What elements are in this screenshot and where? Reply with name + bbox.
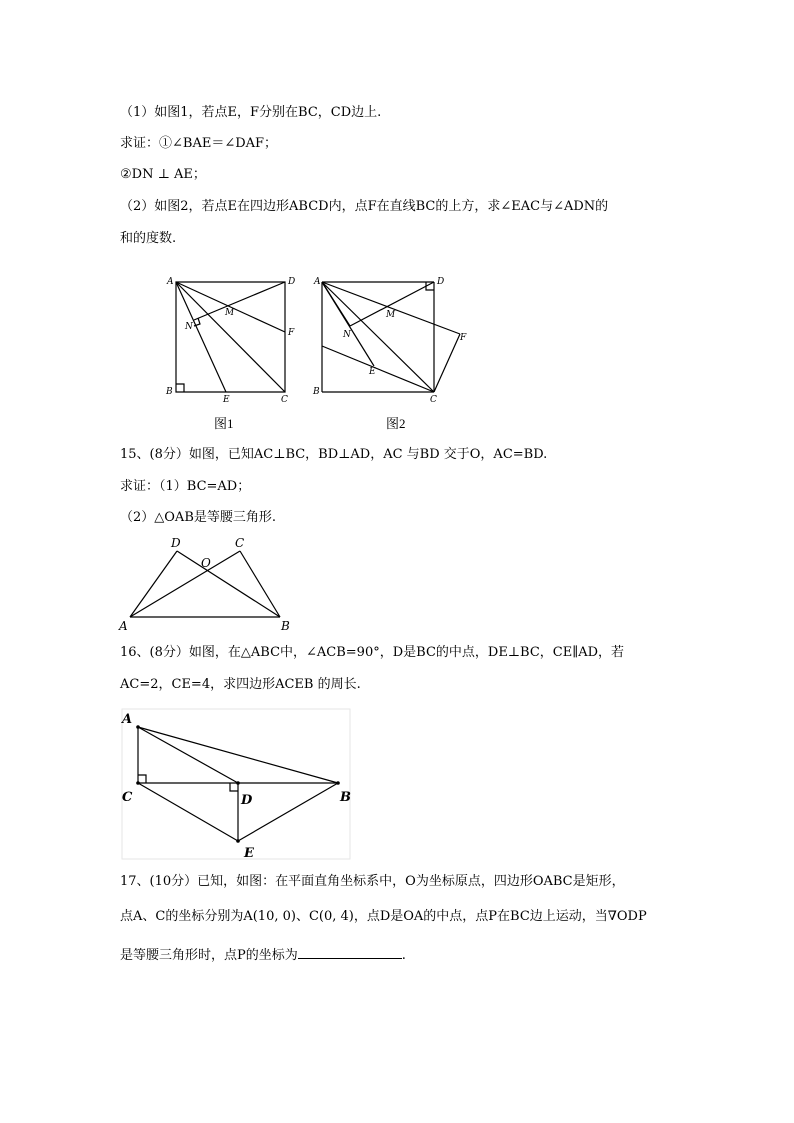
fig1-seg-AE bbox=[176, 282, 226, 392]
p14-part2: （2）如图2，若点E在四边形ABCD内，点F在直线BC的上方，求∠EAC与∠ADN的 bbox=[120, 199, 609, 214]
p15-seg-AC bbox=[130, 551, 240, 617]
p16-seg-AD bbox=[138, 727, 238, 783]
fig2-label-M: M bbox=[386, 310, 396, 320]
fig2-label-F: F bbox=[460, 333, 467, 343]
fig1-label-F: F bbox=[288, 328, 295, 338]
p16-seg-EB bbox=[238, 783, 338, 841]
fig2-label-N: N bbox=[343, 330, 351, 340]
p15-label-D: D bbox=[171, 536, 181, 550]
p17-stem3-line bbox=[120, 946, 406, 965]
fig1-right-angle-B bbox=[176, 384, 184, 392]
p14-proof2: ②DN ⊥ AE； bbox=[120, 167, 206, 182]
figure-2 bbox=[310, 268, 470, 408]
p15-stem: 15、(8分）如图，已知AC⊥BC，BD⊥AD，AC 与BD 交于O，AC=BD. bbox=[120, 447, 548, 462]
p17-stem2: 点A、C的坐标分别为A(10, 0)、C(0, 4)，点D是OA的中点，点P在BC边上运动，当∇ODP bbox=[120, 909, 647, 924]
fig1-label-B: B bbox=[166, 387, 173, 397]
p15-label-O: O bbox=[201, 556, 211, 570]
fig2-label-C: C bbox=[430, 395, 437, 405]
p16-stem: 16、(8分）如图，在△ABC中，∠ACB=90°，D是BC的中点，DE⊥BC，CE∥AD，若 bbox=[120, 645, 625, 660]
p14-part2b: 和的度数. bbox=[120, 231, 177, 246]
p16-label-B: B bbox=[340, 790, 351, 805]
fig2-label-E: E bbox=[369, 367, 376, 377]
p16-label-E: E bbox=[244, 846, 254, 861]
fig1-label-C: C bbox=[281, 395, 288, 405]
fig2-seg-EC bbox=[322, 346, 434, 392]
fig2-label-D: D bbox=[437, 277, 445, 287]
p17-blank-end: . bbox=[401, 948, 406, 963]
fig1-label-M: M bbox=[225, 308, 235, 318]
fig1-seg-AC bbox=[176, 282, 285, 392]
p17-stem: 17、(10分）已知，如图：在平面直角坐标系中，O为坐标原点，四边形OABC是矩形， bbox=[120, 874, 625, 889]
fig2-seg-AN bbox=[322, 282, 350, 326]
p16-seg-AB bbox=[138, 727, 338, 783]
p15-seg-CB bbox=[240, 551, 280, 617]
p15-part2: （2）△OAB是等腰三角形. bbox=[120, 510, 277, 525]
p15-label-C: C bbox=[235, 536, 245, 550]
p16-label-D: D bbox=[241, 793, 253, 808]
p17-stem3: 是等腰三角形时，点P的坐标为 bbox=[120, 948, 298, 963]
p16-label-A: A bbox=[122, 712, 133, 727]
fig2-seg-AF bbox=[322, 282, 460, 334]
fig1-seg-DN bbox=[194, 282, 285, 320]
fig2-label-B: B bbox=[313, 387, 320, 397]
p16-stem2: AC=2，CE=4，求四边形ACEB 的周长. bbox=[120, 677, 361, 692]
p16-seg-CE bbox=[138, 783, 238, 841]
fig1-caption: 图1 bbox=[214, 416, 234, 431]
fig2-label-A: A bbox=[314, 277, 321, 287]
fig2-seg-CF bbox=[434, 334, 460, 392]
p15-label-A: A bbox=[119, 619, 128, 633]
fig2-caption: 图2 bbox=[386, 416, 406, 431]
figure-p15 bbox=[115, 535, 300, 635]
fig1-label-A: A bbox=[167, 277, 174, 287]
fig1-label-D: D bbox=[288, 277, 296, 287]
p14-part1: （1）如图1，若点E，F分别在BC，CD边上. bbox=[120, 105, 382, 120]
figure-p16 bbox=[116, 705, 356, 865]
p15-label-B: B bbox=[281, 619, 290, 633]
fig1-label-N: N bbox=[185, 322, 193, 332]
fig1-label-E: E bbox=[223, 395, 230, 405]
figure-1 bbox=[160, 268, 305, 408]
p14-proof1: 求证：①∠BAE＝∠DAF； bbox=[120, 136, 278, 151]
p15-proof: 求证：（1）BC=AD； bbox=[120, 479, 251, 494]
p17-answer-blank[interactable] bbox=[298, 946, 402, 959]
p15-seg-AD bbox=[130, 551, 177, 617]
p15-seg-DB bbox=[177, 551, 280, 617]
fig2-seg-AC bbox=[322, 282, 434, 392]
p16-label-C: C bbox=[122, 790, 133, 805]
